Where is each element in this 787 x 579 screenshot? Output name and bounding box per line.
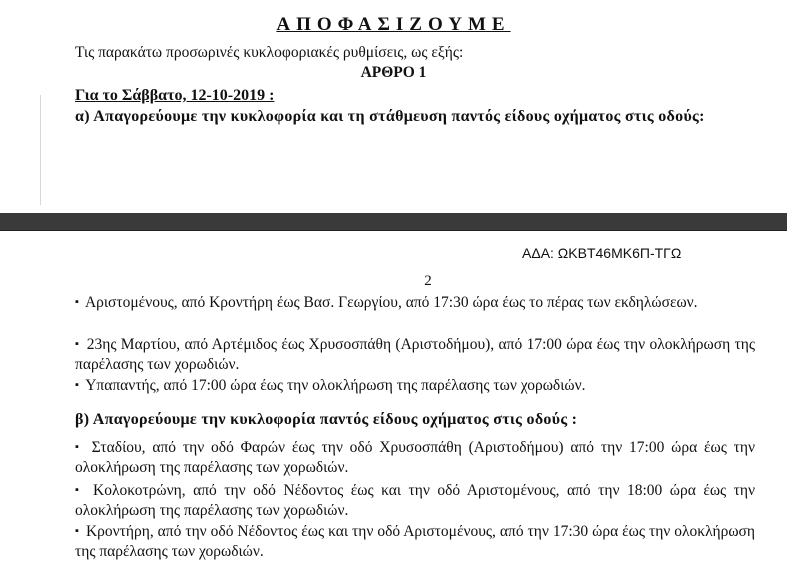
list-item bbox=[75, 334, 755, 375]
bullet-icon: ▪ bbox=[75, 484, 83, 496]
page-divider bbox=[0, 213, 787, 231]
list-item bbox=[75, 437, 755, 478]
bullet-icon: ▪ bbox=[75, 338, 80, 350]
list-item bbox=[75, 521, 755, 562]
list-item-text: Κροντήρη, από την οδό Νέδοντος έως και την οδό Αριστομένους, από την 17:30 ώρα έως την ολοκλήρωση της παρέλασης των χορωδιών. bbox=[75, 523, 755, 560]
bullet-icon: ▪ bbox=[75, 441, 82, 453]
list-item-text: Κολοκοτρώνη, από την οδό Νέδοντος έως και την οδό Αριστομένους, από την 18:00 ώρα έως την ολοκλήρωση της παρέλασης των χορωδιών. bbox=[75, 482, 756, 519]
list-item-text: Σταδίου, από την οδό Φαρών έως την οδό Χρυσοσπάθη (Αριστοδήμου) από την 17:00 ώρα έως την ολοκλήρωση της παρέλασης των χορωδιών. bbox=[75, 439, 756, 476]
bullet-icon: ▪ bbox=[75, 379, 79, 391]
page-edge-line bbox=[40, 95, 41, 205]
bullet-icon: ▪ bbox=[75, 525, 79, 537]
list-item-text: Υπαπαντής, από 17:00 ώρα έως την ολοκλήρωση της παρέλασης των χορωδιών. bbox=[85, 377, 586, 394]
list-item-text: 23ης Μαρτίου, από Αρτέμιδος έως Χρυσοσπάθη (Αριστοδήμου), από 17:00 ώρα έως την ολοκλήρωση της παρέλασης των χορωδιών. bbox=[75, 336, 756, 373]
paragraph-b: β) Απαγορεύουμε την κυκλοφορία παντός είδους οχήματος στις οδούς : bbox=[75, 411, 578, 428]
article-title: ΑΡΘΡΟ 1 bbox=[360, 64, 427, 81]
list-item-text: Αριστομένους, από Κροντήρη έως Βασ. Γεωργίου, από 17:30 ώρα έως το πέρας των εκδηλώσεων. bbox=[84, 294, 698, 311]
page-number: 2 bbox=[424, 273, 432, 289]
list-item bbox=[75, 480, 755, 521]
paragraph-a: α) Απαγορεύουμε την κυκλοφορία και τη στάθμευση παντός είδους οχήματος στις οδούς: bbox=[75, 108, 705, 125]
ada-code: ΑΔΑ: ΩΚΒΤ46ΜΚ6Π-ΤΓΩ bbox=[522, 245, 682, 261]
list-item bbox=[75, 292, 755, 313]
date-line: Για το Σάββατο, 12-10-2019 : bbox=[75, 87, 275, 104]
decision-heading: ΑΠΟΦΑΣΙΖΟΥΜΕ bbox=[276, 14, 511, 35]
list-item bbox=[75, 375, 755, 396]
bullet-icon: ▪ bbox=[75, 296, 79, 308]
intro-text: Τις παρακάτω προσωρινές κυκλοφοριακές ρυθμίσεις, ως εξής: bbox=[75, 44, 464, 61]
